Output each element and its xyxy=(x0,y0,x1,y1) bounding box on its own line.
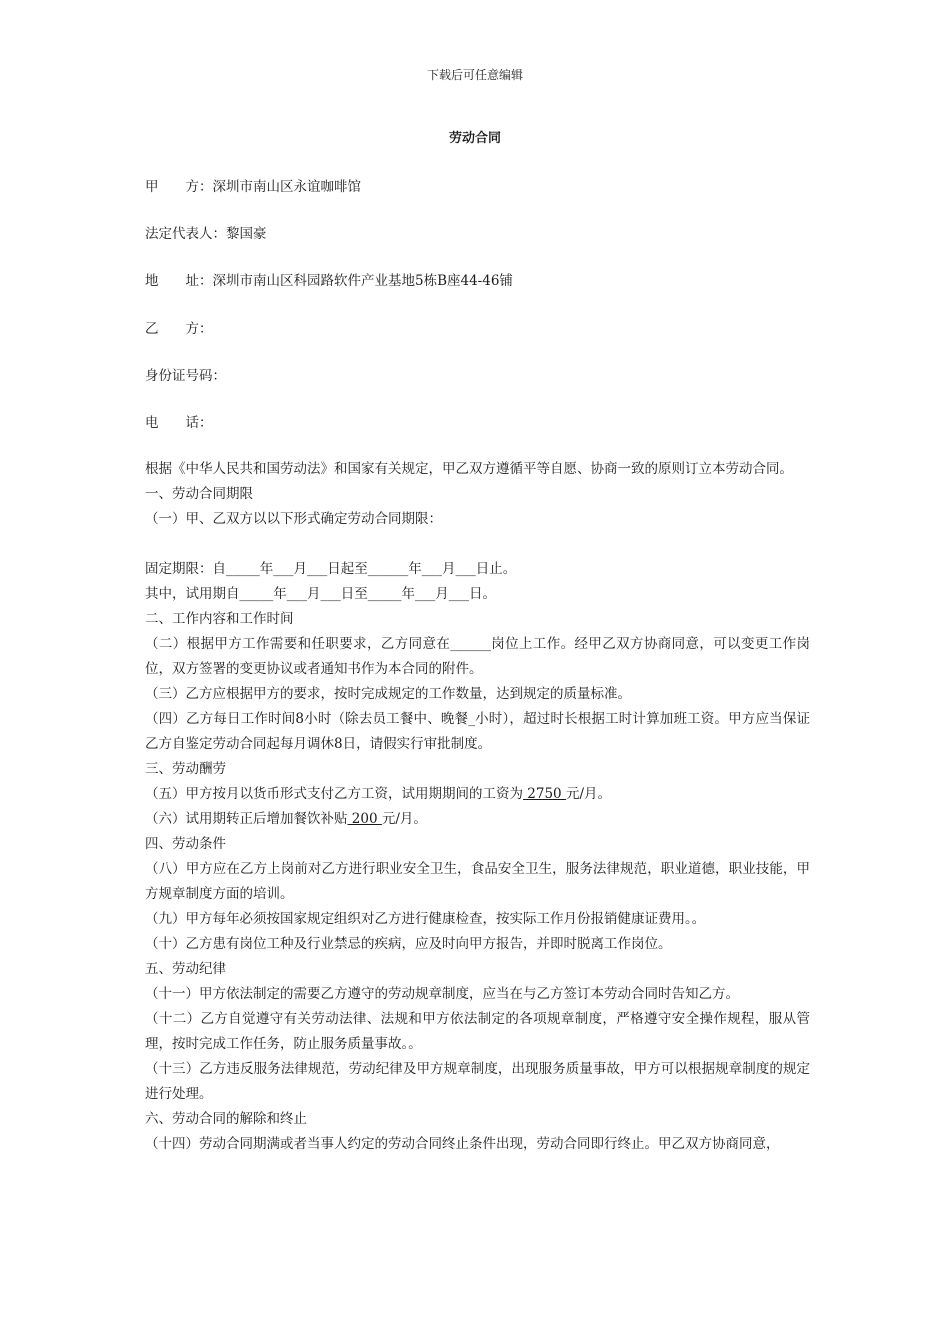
clause-6-part-a: （六）试用期转正后增加餐饮补贴 xyxy=(145,811,348,827)
section-5-heading: 五、劳动纪律 xyxy=(145,961,226,977)
representative-label: 法定代表人： xyxy=(145,226,226,242)
party-b-field xyxy=(145,317,213,337)
probation-line: 其中，试用期自_____年___月___日至_____年___月___日。 xyxy=(145,586,496,602)
clause-2 xyxy=(145,632,810,682)
contract-body xyxy=(145,457,810,1157)
id-number-field xyxy=(145,364,226,384)
position-blank: ______ xyxy=(450,636,491,652)
address-field xyxy=(145,269,513,289)
clause-3: （三）乙方应根据甲方的要求，按时完成规定的工作数量，达到规定的质量标准。 xyxy=(145,686,631,702)
clause-13: （十三）乙方违反服务法律规范，劳动纪律及甲方规章制度，出现服务质量事故，甲方可以根据规章制度的规定进行处理。 xyxy=(145,1061,810,1102)
clause-6-part-b: 元/月。 xyxy=(381,811,427,827)
phone-label: 电 话： xyxy=(145,415,213,431)
address-value: 深圳市南山区科园路软件产业基地5栋B座44-46铺 xyxy=(212,273,513,289)
section-3-heading: 三、劳动酬劳 xyxy=(145,761,226,777)
contract-title: 劳动合同 xyxy=(448,131,501,146)
party-a-value: 深圳市南山区永谊咖啡馆 xyxy=(212,179,361,195)
page-header-note: 下载后可任意编辑 xyxy=(426,68,523,82)
clause-4: （四）乙方每日工作时间8小时（除去员工餐中、晚餐_小时），超过时长根据工时计算加班工资。甲方应当保证乙方自鉴定劳动合同起每月调休8日，请假实行审批制度。 xyxy=(145,711,810,752)
party-b-label: 乙 方： xyxy=(145,321,213,337)
section-6-heading: 六、劳动合同的解除和终止 xyxy=(145,1111,307,1127)
clause-8: （八）甲方应在乙方上岗前对乙方进行职业安全卫生，食品安全卫生，服务法律规范，职业道德，职业技能，甲方规章制度方面的培训。 xyxy=(145,861,810,902)
clause-2-part-b: 岗位上工作。经甲乙双方协商同意，可以变更工作岗位，双方签署的变更协议或者通知书作为本合同的附件。 xyxy=(145,636,811,677)
clause-5-part-a: （五）甲方按月以货币形式支付乙方工资，试用期期间的工资为 xyxy=(145,786,523,802)
section-2-heading: 二、工作内容和工作时间 xyxy=(145,611,294,627)
representative-value: 黎国豪 xyxy=(226,226,267,242)
clause-5 xyxy=(145,782,810,807)
clause-5-part-b: 元/月。 xyxy=(565,786,612,802)
id-number-label: 身份证号码： xyxy=(145,368,226,384)
clause-12: （十二）乙方自觉遵守有关劳动法律、法规和甲方依法制定的各项规章制度，严格遵守安全操作规程，服从管理，按时完成工作任务，防止服务质量事故。。 xyxy=(145,1011,810,1052)
party-a-field xyxy=(145,175,361,195)
representative-field xyxy=(145,222,267,242)
meal-allowance: 200 xyxy=(347,811,382,827)
clause-9: （九）甲方每年必须按国家规定组织对乙方进行健康检查，按实际工作月份报销健康证费用。。 xyxy=(145,911,706,927)
clause-6 xyxy=(145,807,810,832)
clause-2-part-a: （二）根据甲方工作需要和任职要求，乙方同意在 xyxy=(145,636,451,652)
section-1-heading: 一、劳动合同期限 xyxy=(145,486,253,502)
clause-14: （十四）劳动合同期满或者当事人约定的劳动合同终止条件出现，劳动合同即行终止。甲乙双方协商同意， xyxy=(145,1136,780,1152)
fixed-term-line: 固定期限：自_____年___月___日起至______年___月___日止。 xyxy=(145,561,517,577)
section-4-heading: 四、劳动条件 xyxy=(145,836,226,852)
intro-paragraph: 根据《中华人民共和国劳动法》和国家有关规定，甲乙双方遵循平等自愿、协商一致的原则订立本劳动合同。 xyxy=(145,461,793,477)
party-a-label: 甲 方： xyxy=(145,179,213,195)
clause-1: （一）甲、乙双方以以下形式确定劳动合同期限： xyxy=(145,511,442,527)
clause-11: （十一）甲方依法制定的需要乙方遵守的劳动规章制度，应当在与乙方签订本劳动合同时告知乙方。 xyxy=(145,986,739,1002)
clause-10: （十）乙方患有岗位工种及行业禁忌的疾病，应及时向甲方报告，并即时脱离工作岗位。 xyxy=(145,936,672,952)
phone-field xyxy=(145,411,213,431)
address-label: 地 址： xyxy=(145,273,213,289)
probation-salary: 2750 xyxy=(523,786,566,802)
